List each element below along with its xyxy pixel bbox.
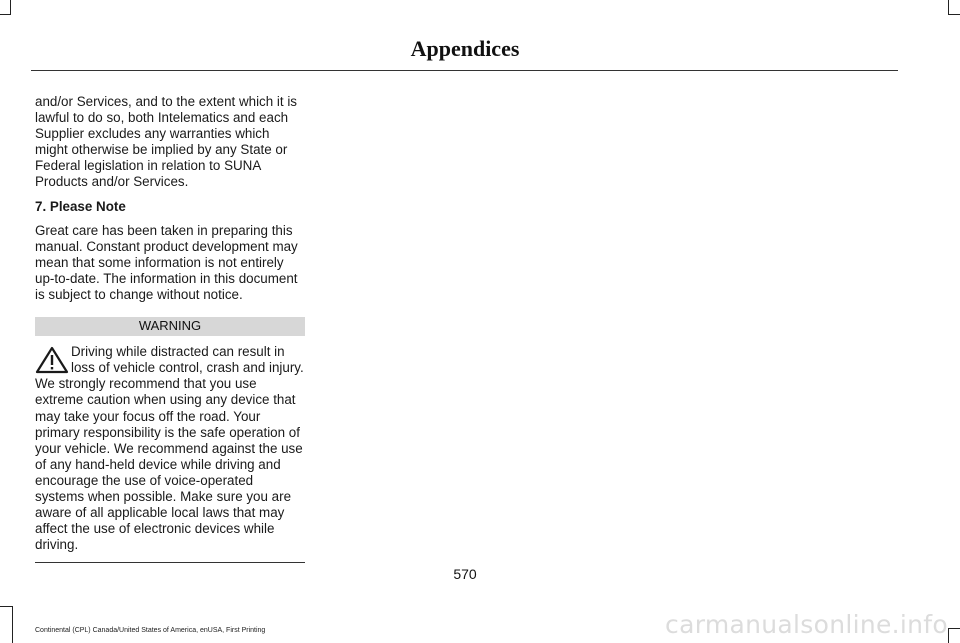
crop-mark: [10, 0, 11, 15]
edition-footer: Continental (CPL) Canada/United States of America, enUSA, First Printing: [35, 627, 266, 634]
warning-end-divider: [35, 562, 305, 563]
crop-mark: [948, 628, 960, 629]
body-paragraph: and/or Services, and to the extent which it is lawful to do so, both Intelematics and each Supplier excludes any warranties which might otherwise be implied by any State or Federal legislation in relation to SUNA Products and/or Services.: [35, 94, 298, 190]
warning-label: WARNING: [35, 317, 305, 336]
warning-box: [35, 344, 305, 553]
page-number: 570: [453, 566, 477, 582]
crop-mark: [0, 14, 10, 15]
crop-mark: [948, 628, 949, 643]
page-title: Appendices: [410, 36, 520, 61]
watermark: carmanualsonline.info: [665, 610, 948, 639]
body-paragraph: Great care has been taken in preparing this manual. Constant product development may mean that some information is not entirely up-to-date. The information in this document is subject to change without notice.: [35, 222, 298, 303]
crop-mark: [0, 606, 12, 607]
crop-mark: [12, 606, 13, 643]
text-column: [35, 94, 305, 563]
warning-triangle-icon: [35, 346, 69, 374]
crop-mark: [948, 0, 949, 15]
section-heading: 7. Please Note: [35, 198, 126, 214]
header-divider: [31, 70, 898, 71]
warning-text: Driving while distracted can result in loss of vehicle control, crash and injury. We strongly recommend that you use extreme caution when using any device that may take your focus off the road. Your primary responsibility is the safe operation of your vehicle. We recommend against the use of any hand-held device while driving and encourage the use of voice-operated systems when possible. Make sure you are aware of all applicable local laws that may affect the use of electronic devices while driving.: [35, 344, 304, 553]
crop-mark: [948, 14, 960, 15]
